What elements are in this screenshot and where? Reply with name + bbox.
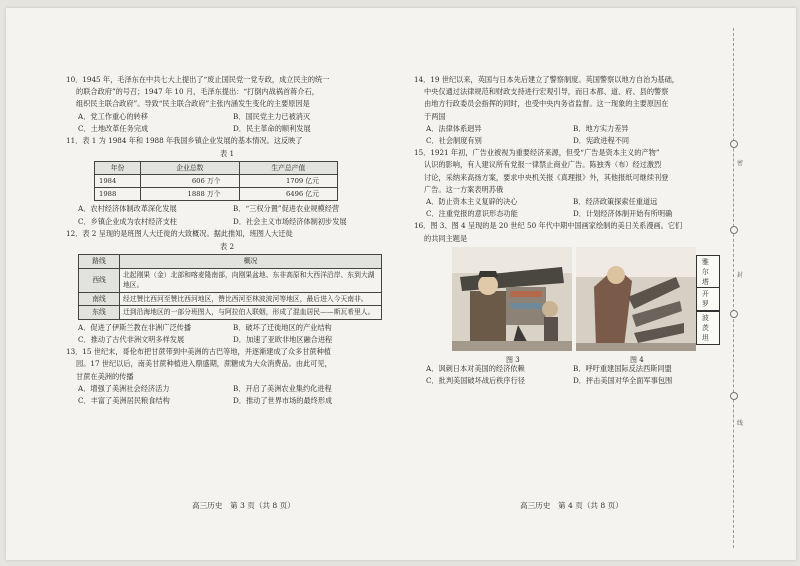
page-4-footer: 高三历史 第 4 页（共 8 页） (520, 501, 623, 510)
q11-options (66, 203, 388, 227)
question-10 (66, 74, 388, 135)
q13-option-a: A．增强了美洲社会经济活力 (78, 383, 170, 393)
table-cell: 经过赞比西河至赞比西河地区，赞比西河至林波波河等地区，最后进入今天南非。 (120, 292, 382, 306)
page-3-column (66, 74, 388, 407)
figure-3-caption: 图 3 (506, 355, 520, 364)
binding-line (733, 28, 735, 548)
q16-option-a: A．讽刺日本对美国的经济依赖 (426, 363, 525, 373)
table-cell: 606 万个 (141, 175, 239, 188)
q13-stem-line: 甘蔗在美洲的传播 (76, 371, 134, 381)
q16-figures (452, 247, 720, 363)
q15-stem-line: 认识的影响，有人建议所有党报一律禁止商业广告。陈独秀（布）经过激烈 (424, 160, 662, 170)
table-2 (78, 254, 382, 320)
q10-option-b: B．国民党主力已被消灭 (233, 111, 311, 121)
table-row (79, 292, 382, 306)
cartoon-illustration-icon (452, 247, 572, 351)
table-header-cell: 概况 (120, 255, 382, 269)
q15-stem-line: 讨论，采纳来高扬方案，要求中央机关报《真理报》外，其他报纸可继续刊登 (424, 172, 669, 182)
table-cell: 迁到沿海地区的一部分班图人，与阿拉伯人联姻，形成了混血居民——斯瓦希里人。 (120, 306, 382, 320)
q14-stem-line: 14．19 世纪以来，英国与日本先后建立了警察制度。英国警察以地方自治为基础， (414, 75, 679, 84)
table-row (79, 306, 382, 320)
q10-options (66, 111, 388, 135)
exam-sheet (6, 8, 796, 560)
figure-4-label-cairo: 开罗 (696, 287, 720, 311)
q14-option-d: D．宪政进程不同 (573, 136, 630, 146)
q11-option-c: C．乡镇企业成为农村经济支柱 (78, 216, 177, 226)
binding-hole-icon (730, 226, 738, 234)
q15-option-d: D．计划经济体制开始有所明确 (573, 209, 673, 219)
q10-option-a: A．党工作重心的转移 (78, 111, 148, 121)
q15-option-c: C．注重党报的意识形态功能 (426, 209, 518, 219)
table-row (95, 188, 338, 201)
binding-mark: 线 (737, 420, 744, 427)
table-header-row (95, 162, 338, 175)
table-header-row (79, 255, 382, 269)
q15-option-b: B．经济政策探索任重道远 (573, 197, 658, 207)
q12-option-a: A．促进了伊斯兰教在非洲广泛传播 (78, 322, 192, 332)
q16-options (414, 363, 720, 387)
question-13 (66, 346, 388, 407)
figure-4-cartoon (576, 247, 696, 351)
q11-option-b: B．“三权分置”促进农业规模经营 (233, 204, 340, 214)
table-1-caption: 表 1 (219, 149, 235, 159)
table-cell: 1888 万个 (141, 188, 239, 201)
figure-4-label-yalta: 雅尔塔 (696, 255, 720, 289)
q16-stem-line: 的共同主题是 (424, 233, 468, 243)
q14-stem-line: 中央仅通过法律规范和财政支持进行宏观引导，而日本都、道、府、县的警察 (424, 87, 669, 97)
q15-stem-line: 15．1921 年初，广告业被视为重要经济来源，但受“广告是资本主义的产物” (414, 148, 660, 158)
table-cell: 1984 (95, 175, 141, 188)
q15-stem-line: 广告。这一方案表明苏俄 (424, 184, 504, 194)
table-1 (94, 161, 338, 201)
q10-option-c: C．土地改革任务完成 (78, 123, 149, 133)
table-header-cell: 路线 (79, 255, 120, 269)
q14-option-a: A．法律体系迥异 (426, 123, 482, 133)
table-cell: 6496 亿元 (239, 188, 337, 201)
q10-option-d: D．民主革命的顺利发展 (233, 123, 311, 133)
q13-stem-line: 13．15 世纪末，哥伦布把甘蔗带到中美洲的古巴等地，并逐渐建成了众多甘蔗种植 (66, 347, 331, 357)
table-header-cell: 生产总产值 (239, 162, 337, 175)
table-cell: 东线 (79, 306, 120, 320)
q10-stem-line: 的联合政府”的号召；1947 年 10 月，毛泽东提出：“打倒内战祸首蒋介石， (76, 87, 319, 97)
q13-stem-line: 园。17 世纪以后，南美甘蔗种植进入鼎盛期，蔗糖成为大众消费品。由此可见， (76, 359, 332, 369)
q16-stem-line: 16．图 3、图 4 呈现的是 20 世纪 50 年代中期中国画家绘制的美日关系漫画。它们 (414, 221, 683, 231)
question-11 (66, 135, 388, 228)
table-row (79, 268, 382, 292)
q12-option-d: D．加速了亚欧非地区融合进程 (233, 334, 333, 344)
q10-stem-line: 组织民主联合政府”。导致“民主联合政府”主张内涵发生变化的主要原因是 (76, 99, 310, 109)
q12-options (66, 322, 388, 346)
table-header-cell: 年份 (95, 162, 141, 175)
q14-options (414, 123, 720, 147)
figure-3-cartoon (452, 247, 572, 351)
table-header-cell: 企业总数 (141, 162, 239, 175)
q10-stem-line: 10．1945 年，毛泽东在中共七大上提出了“废止国民党一党专政，成立民主的统一 (66, 75, 330, 84)
question-15 (414, 147, 720, 220)
binding-mark: 封 (737, 272, 744, 279)
table-row (95, 175, 338, 188)
binding-hole-icon (730, 392, 738, 400)
question-12 (66, 228, 388, 346)
table-cell: 1988 (95, 188, 141, 201)
table-cell: 1709 亿元 (239, 175, 337, 188)
figure-4-label-potsdam: 波茨坦 (696, 311, 720, 345)
cartoon-illustration-icon (576, 247, 696, 351)
q12-option-c: C．推动了古代非洲文明多样发展 (78, 334, 185, 344)
figure-4-caption: 图 4 (630, 355, 644, 364)
q12-stem-line: 12．表 2 呈现的是班图人大迁徙的大致概况。据此推知，班图人大迁徙 (66, 228, 293, 238)
q16-option-d: D．抨击美国对华全面军事包围 (573, 376, 673, 386)
binding-hole-icon (730, 310, 738, 318)
q11-stem-line: 11．表 1 为 1984 年和 1988 年我国乡镇企业发展的基本情况。这反映了 (66, 136, 303, 146)
page-3-footer: 高三历史 第 3 页（共 8 页） (192, 501, 295, 510)
table-cell: 北起刚果（金）北部和喀麦隆南部，向刚果盆地、东非高原和大西洋沿岸、东到大湖地区。 (120, 268, 382, 292)
q13-option-d: D．推动了世界市场的最终形成 (233, 395, 333, 405)
binding-mark: 密 (737, 160, 744, 167)
table-cell: 南线 (79, 292, 120, 306)
q12-option-b: B．破坏了迁徙地区的产业结构 (233, 322, 332, 332)
q15-options (414, 196, 720, 220)
q14-option-b: B．地方实力差异 (573, 123, 629, 133)
table-2-caption: 表 2 (219, 242, 235, 252)
page-4-column (414, 74, 720, 387)
q14-stem-line: 由地方行政委员会指挥的同时，也受中央内务省监督。这一现象的主要原因在 (424, 99, 669, 109)
q13-option-b: B．开启了美洲农业集约化进程 (233, 383, 332, 393)
q13-options (66, 383, 388, 407)
q16-option-c: C．批判美国破坏战后秩序行径 (426, 376, 525, 386)
q13-option-c: C．丰富了美洲居民粮食结构 (78, 395, 170, 405)
q15-option-a: A．防止资本主义复辟的决心 (426, 197, 518, 207)
q14-option-c: C．社会制度有别 (426, 136, 482, 146)
binding-hole-icon (730, 140, 738, 148)
question-14 (414, 74, 720, 147)
q14-stem-line: 于两国 (424, 111, 446, 121)
q11-option-d: D．社会主义市场经济体制初步发展 (233, 216, 347, 226)
q16-option-b: B．呼吁重建国际反法西斯同盟 (573, 363, 672, 373)
question-16 (414, 220, 720, 387)
q11-option-a: A．农村经济体制改革深化发展 (78, 204, 177, 214)
table-cell: 西线 (79, 268, 120, 292)
